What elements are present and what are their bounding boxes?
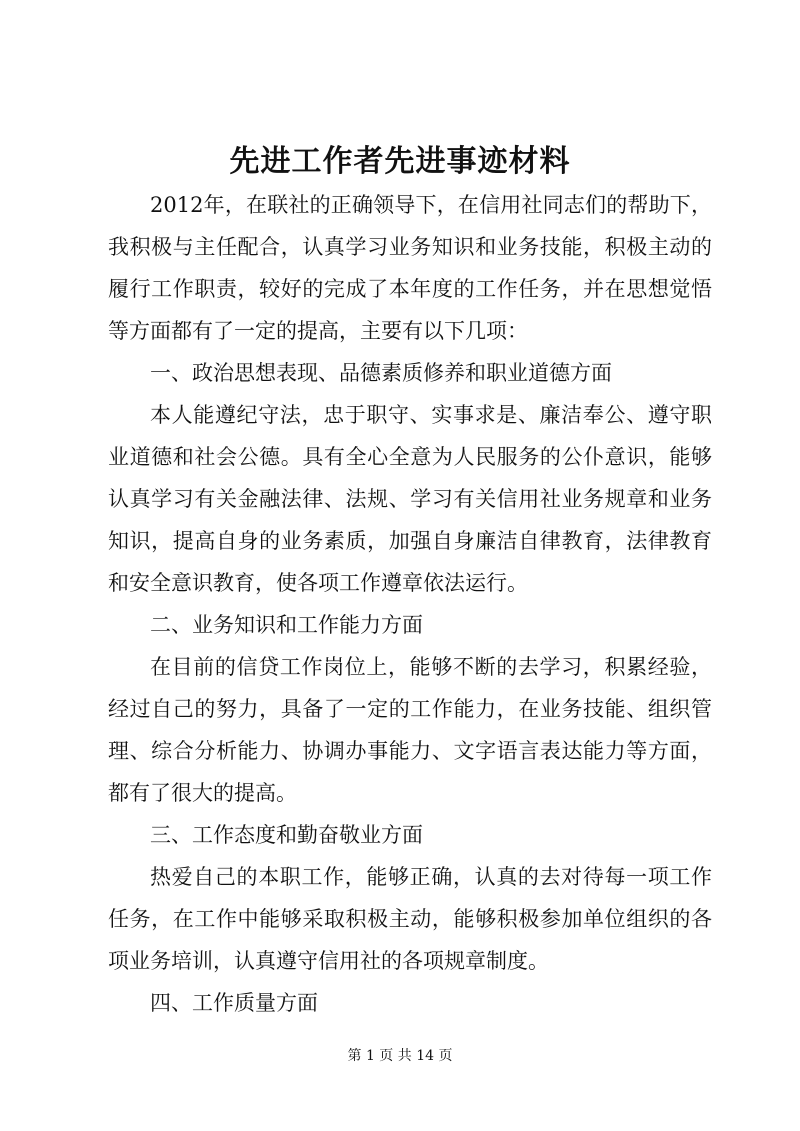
paragraph-intro: 2012年，在联社的正确领导下，在信用社同志们的帮助下，我积极与主任配合，认真学习业务知识和业务技能，积极主动的履行工作职责，较好的完成了本年度的工作任务，并在思想觉悟等方面都有了一定的提高，主要有以下几项： — [108, 193, 712, 343]
section-heading-1: 一、政治思想表现、品德素质修养和职业道德方面 — [150, 361, 612, 385]
section-heading-2: 二、业务知识和工作能力方面 — [150, 613, 423, 637]
paragraph-section-2: 在目前的信贷工作岗位上，能够不断的去学习，积累经验，经过自己的努力，具备了一定的工作能力，在业务技能、组织管理、综合分析能力、协调办事能力、文字语言表达能力等方面，都有了很大的提高。 — [108, 655, 712, 805]
paragraph-section-3: 热爱自己的本职工作，能够正确，认真的去对待每一项工作任务，在工作中能够采取积极主动，能够积极参加单位组织的各项业务培训，认真遵守信用社的各项规章制度。 — [108, 865, 712, 973]
paragraph-section-1: 本人能遵纪守法，忠于职守、实事求是、廉洁奉公、遵守职业道德和社会公德。具有全心全意为人民服务的公仆意识，能够认真学习有关金融法律、法规、学习有关信用社业务规章和业务知识，提高自身的业务素质，加强自身廉洁自律教育，法律教育和安全意识教育，使各项工作遵章依法运行。 — [108, 403, 712, 595]
document-body — [108, 184, 712, 1024]
section-heading-3: 三、工作态度和勤奋敬业方面 — [150, 823, 423, 847]
page-footer: 第 1 页 共 14 页 — [347, 1048, 453, 1064]
section-heading-4: 四、工作质量方面 — [150, 991, 318, 1015]
document-title: 先进工作者先进事迹材料 — [229, 144, 571, 179]
